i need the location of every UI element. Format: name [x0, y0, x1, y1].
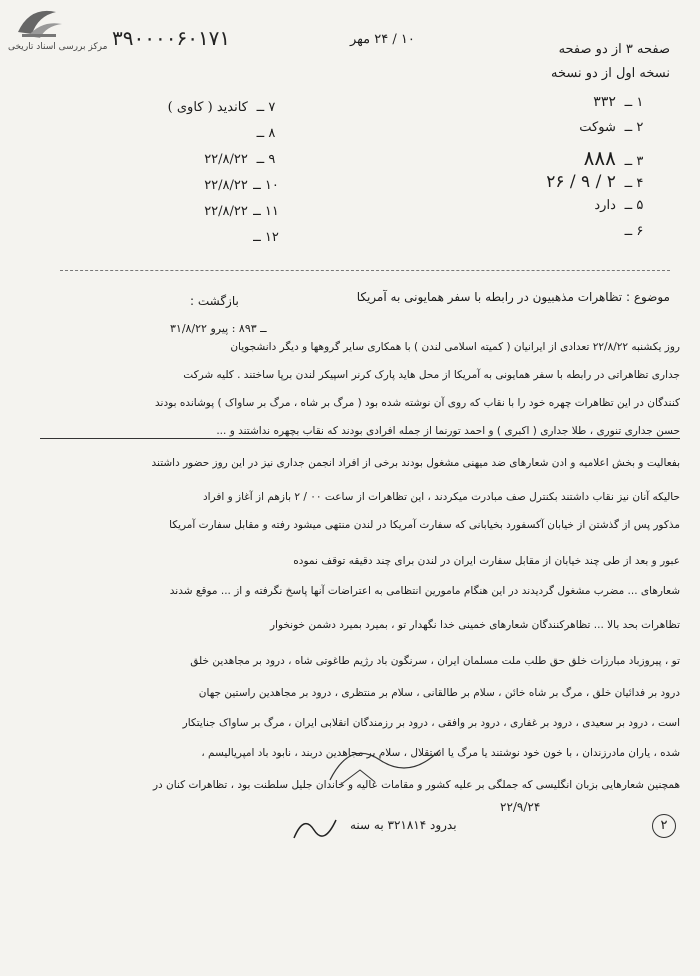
signature-date: ۲۲/۹/۲۴	[500, 800, 541, 814]
body-line-12: درود بر فدائیان خلق ، مرگ بر شاه خائن ، سلام بر طالقانی ، سلام بر منتظری ، درود بر مجاهدین راستین جهان	[198, 687, 680, 699]
signature-text: بدرود ۳۲۱۸۱۴ به سنه	[350, 818, 457, 832]
signature-area	[290, 800, 670, 846]
body-line-6: حالیکه آنان نیز نقاب داشتند بکنترل صف مبادرت میکردند ، این تظاهرات از ساعت ۰۰ / ۲ بازهم از آغاز و افراد	[202, 491, 680, 503]
body-line-1: روز یکشنبه ۲۲/۸/۲۲ تعدادی از ایرانیان ( کمیته اسلامی لندن ) با همکاری سایر گروهها و دیگر دانشجویان	[230, 341, 680, 353]
right-field-5: ۵ ــ دارد	[594, 198, 644, 213]
left-field-8: ۸ ــ	[256, 126, 276, 141]
reference-number: ۳۱/۸/۲۲ ــ ۸۹۳ : پیرو	[170, 322, 267, 335]
right-field-1: ۱ ــ ۳۳۲	[593, 94, 644, 110]
body-line-15: همچنین شعارهایی بزبان انگلیسی که جملگی بر علیه کشور و مقامات عالیه و خاندان جلیل سلطنت بود ، تظاهرات کنان در	[152, 779, 680, 791]
archive-logo-icon	[8, 2, 68, 44]
document-number: ۳۹۰۰۰۰۶۰۱۷۱	[112, 26, 231, 50]
right-field-3: ۳ ــ ۸۸۸	[583, 146, 644, 170]
right-field-6: ۶ ــ	[624, 224, 644, 239]
page-mark: ۲	[652, 814, 676, 838]
body-line-5: بفعالیت و بخش اعلامیه و ادن شعارهای ضد میهنی مشغول بودند برخی از افراد انجمن جداری نیز در این روز حضور داشتند	[151, 457, 680, 469]
body-line-10: تظاهرات بحد بالا ... تظاهرکنندگان شعارهای خمینی خدا نگهدار تو ، بمیرد بمیرد دشمن خونخوار	[269, 619, 680, 631]
subject-line: موضوع : تظاهرات مذهبیون در رابطه با سفر همایونی به آمریکا	[356, 290, 670, 304]
body-line-8: عبور و بعد از طی چند خیابان از مقابل سفارت ایران در لندن برای چند دقیقه توقف نموده	[293, 555, 680, 567]
reference-label: بازگشت :	[190, 294, 239, 308]
body-line-11: تو ، پیروزباد مبارزات خلق حق طلب ملت مسلمان ایران ، سرنگون باد رژیم طاغوتی شاه ، درود بر مجاهدین خلق	[190, 655, 680, 667]
left-field-11: ۱۱ ــ ۲۲/۸/۲۲	[204, 204, 279, 219]
body-line-13: است ، درود بر سعیدی ، درود بر غفاری ، درود بر وافقی ، درود بر رزمندگان انقلابی ایران ، مرگ بر ساواک جنایتکار	[182, 717, 680, 729]
archive-name: مرکز بررسی اسناد تاریخی	[8, 42, 108, 52]
body-line-2: جداری تظاهراتی در رابطه با سفر همایونی به آمریکا از محل هاید پارک کرنر اسپیکر لندن برپا ساختند . کلیه شرکت	[183, 369, 680, 381]
left-field-10: ۱۰ ــ ۲۲/۸/۲۲	[204, 178, 279, 193]
body-line-4: حسن جداری تنوری ، طلا جداری ( اکبری ) و احمد تورنما از جمله افرادی بودند که نقاب بچهره نداشتند و ...	[40, 424, 680, 439]
body-line-14: شده ، یاران مادرزندان ، با خون خود نوشتند یا مرگ یا استقلال ، سلام بر مجاهدین دربند ، نابود باد امپریالیسم ،	[201, 747, 680, 759]
left-field-9: ۹ ــ ۲۲/۸/۲۲	[204, 152, 276, 167]
date-stamp: ۱۰ / ۲۴ مهر	[350, 32, 415, 47]
right-field-4: ۴ ــ ۲ / ۹ / ۲۶	[546, 172, 644, 192]
body-line-3: کنندگان در این تظاهرات چهره خود را با نقاب که روی آن نوشته شده بود ( مرگ بر شاه ، مرگ بر ساواک ) پوشانده بودند	[155, 397, 680, 409]
right-field-2: ۲ ــ شوکت	[579, 120, 644, 135]
body-line-7: مذکور پس از گذشتن از خیابان آکسفورد بخیابانی که سفارت آمریکا در لندن منتهی میشود رفته و مقابل سفارت آمریکا	[169, 519, 680, 531]
handwritten-annotation-icon	[320, 730, 460, 790]
header-divider	[60, 270, 670, 271]
left-fields	[100, 100, 280, 256]
copies-note: نسخه اول از دو نسخه	[551, 66, 670, 81]
pages-note: صفحه ۳ از دو صفحه	[558, 42, 670, 57]
body-line-9: شعارهای ... مضرب مشغول گردیدند در این هنگام مامورین انتظامی به اعتراضات آنها پاسخ نگرفته و از ... موقع شدند	[169, 585, 680, 597]
left-field-7: ۷ ــ کاندید ( کاوی )	[167, 100, 276, 115]
signature-scribble-icon	[290, 810, 340, 844]
right-fields	[468, 94, 648, 250]
left-field-12: ۱۲ ــ	[253, 230, 279, 245]
